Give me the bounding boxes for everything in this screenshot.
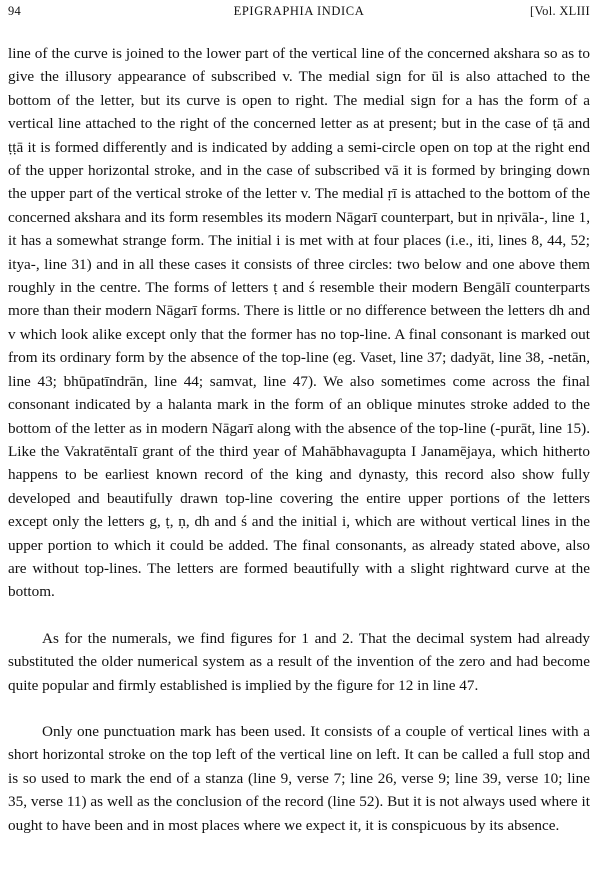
document-page: [0, 4, 600, 878]
body-text: [8, 42, 590, 837]
journal-title: EPIGRAPHIA INDICA: [233, 4, 365, 18]
paragraph-punctuation: Only one punctuation mark has been used. It consists of a couple of vertical lines with a short horizontal stroke on the top left of the vertical line on left. It can be called a full stop and is so used to mark the end of a stanza (line 9, verse 7; line 26, verse 9; line 39, verse 10; line 35, verse 11) as well as the conclusion of the record (line 52). But it is not always used where it ought to have been and in most places where we expect it, it is conspicuous by its absence.: [8, 722, 590, 834]
running-header: [8, 4, 590, 24]
volume-label: [Vol. XLIII: [529, 4, 590, 18]
paragraph-numerals: As for the numerals, we find figures for 1 and 2. That the decimal system had already substituted the older numerical system as a result of the invention of the zero and had become quite popular and firmly established is implied by the figure for 12 in line 47.: [8, 629, 590, 694]
page-number: 94: [8, 4, 22, 18]
paragraph-script-description: line of the curve is joined to the lower part of the vertical line of the concerned akshara so as to give the illusory appearance of subscribed v. The medial sign for ūl is also attached to the bottom of the letter, but its curve is open to right. The medial sign for a has the form of a vertical line attached to the right of the concerned letter as at present; but in the case of ṭā and ṭṭā it is formed differently and is indicated by adding a semi-circle open on top at the right end of the upper horizontal stroke, and in the case of subscribed vā it is formed by bringing down the upper part of the vertical stroke of the letter v. The medial ṛī is attached to the bottom of the concerned akshara and its form resembles its modern Nāgarī counterpart, but in nṛivāla-, line 1, it has a somewhat strange form. The initial i is met with at four places (i.e., iti, lines 8, 44, 52; itya-, line 31) and in all these cases it consists of three circles: two below and one above them roughly in the centre. The forms of letters ṭ and ś resemble their modern Bengālī counterparts more than their modern Nāgarī forms. There is little or no difference between the letters dh and v which look alike except only that the former has no top-line. A final consonant is marked out from its ordinary form by the absence of the top-line (eg. Vaset, line 37; dadyāt, line 38, -netān, line 43; bhūpatīndrān, line 44; samvat, line 47). We also sometimes come across the final consonant indicated by a halanta mark in the form of an oblique minutes stroke added to the bottom of the letter as in modern Nāgarī along with the absence of the top-line (-purāt, line 15). Like the Vakratēntalī grant of the third year of Mahābhavagupta I Janamējaya, which hitherto happens to be earliest known record of the king and dynasty, this record also show fully developed and beautifully drawn top-line covering the entire upper portions of the letters except only the letters g, ṭ, ṇ, dh and ś and the initial i, which are without vertical lines in the upper portion to which it could be added. The final consonants, as already stated above, also are without top-lines. The letters are formed beautifully with a slight rightward curve at the bottom.: [8, 45, 590, 601]
